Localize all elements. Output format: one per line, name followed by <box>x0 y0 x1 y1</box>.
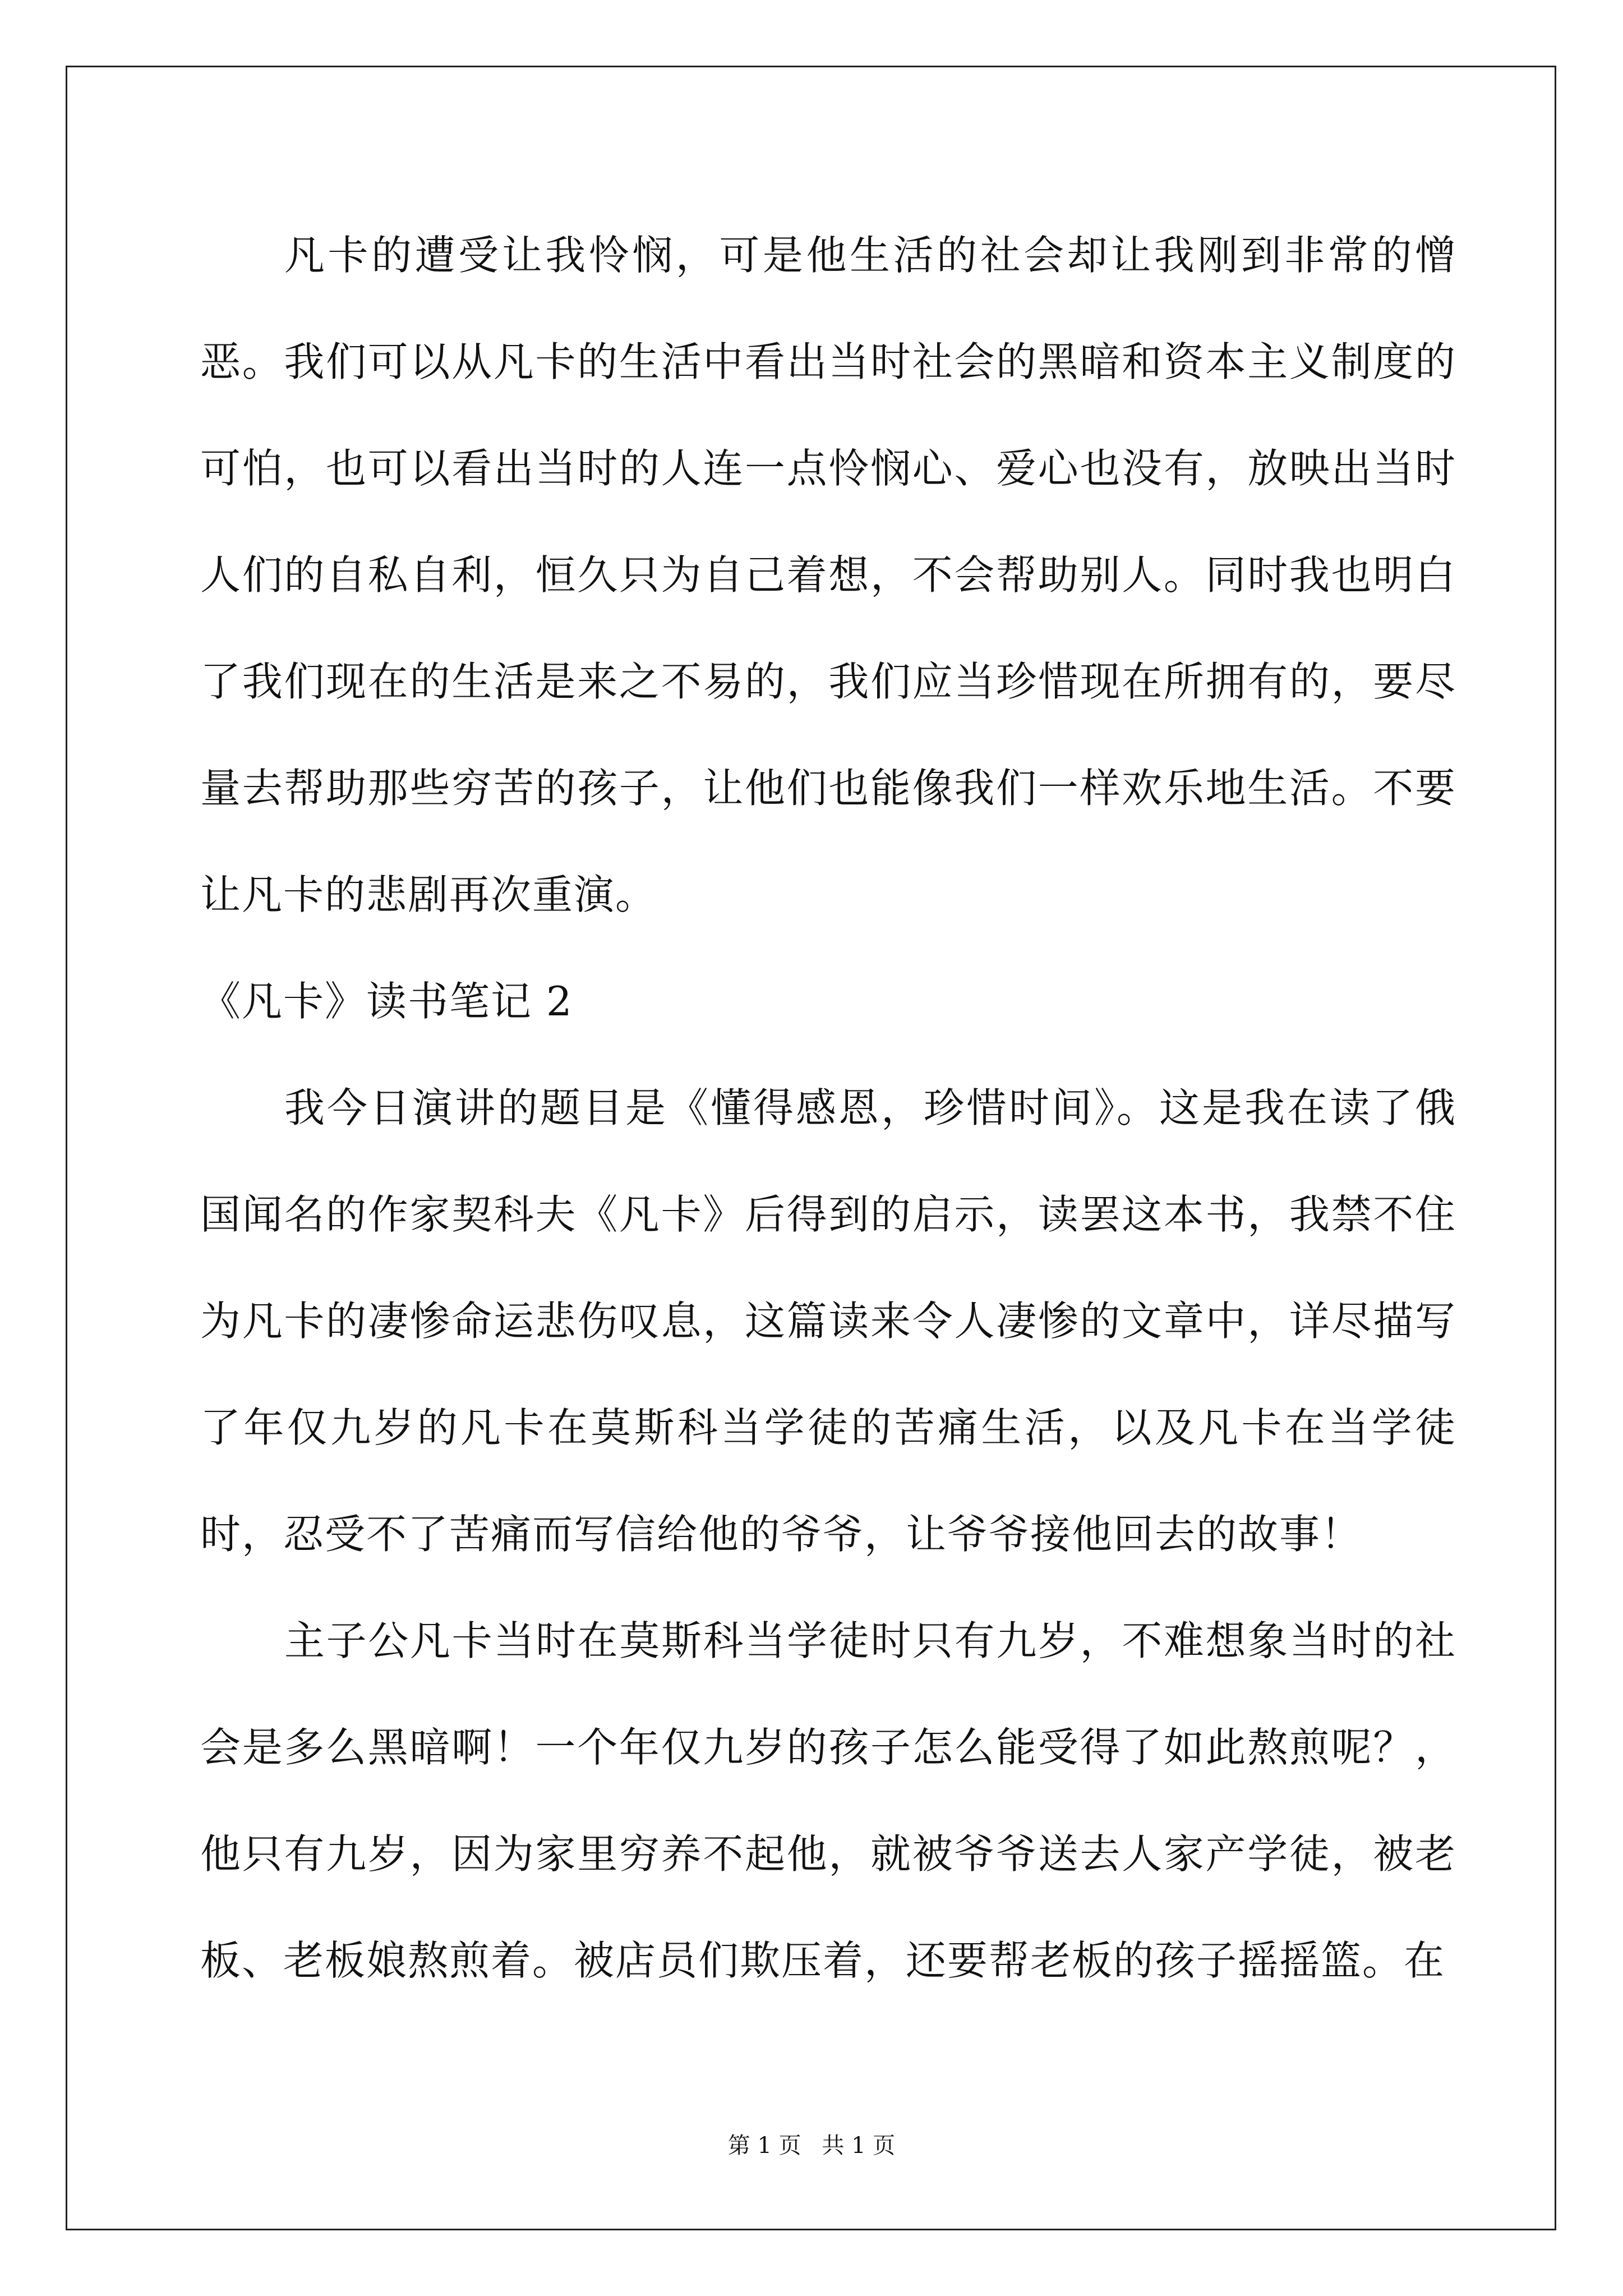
paragraph: 凡卡的遭受让我怜悯，可是他生活的社会却让我刚到非常的憎恶。我们可以从凡卡的生活中看出当时社会的黑暗和资本主义制度的可怕，也可以看出当时的人连一点怜悯心、爱心也没有，放映出当时人们的自私自利，恒久只为自己着想，不会帮助别人。同时我也明白了我们现在的生活是来之不易的，我们应当珍惜现在所拥有的，要尽量去帮助那些穷苦的孩子，让他们也能像我们一样欢乐地生活。不要让凡卡的悲剧再次重演。 <box>200 232 1456 918</box>
page-number: 第 1 页 <box>727 2133 801 2159</box>
page-footer <box>0 2129 1623 2162</box>
page-total: 共 1 页 <box>822 2133 896 2159</box>
section-heading: 《凡卡》读书笔记 2 <box>200 978 573 1025</box>
paragraph: 我今日演讲的题目是《懂得感恩，珍惜时间》。这是我在读了俄国闻名的作家契科夫《凡卡》后得到的启示，读罢这本书，我禁不住为凡卡的凄惨命运悲伤叹息，这篇读来令人凄惨的文章中，详尽描写了年仅九岁的凡卡在莫斯科当学徒的苦痛生活，以及凡卡在当学徒时，忍受不了苦痛而写信给他的爷爷，让爷爷接他回去的故事！ <box>200 1084 1456 1558</box>
document-body <box>200 202 1456 2014</box>
paragraph: 主子公凡卡当时在莫斯科当学徒时只有九岁，不难想象当时的社会是多么黑暗啊！一个年仅九岁的孩子怎么能受得了如此熬煎呢？，他只有九岁，因为家里穷养不起他，就被爷爷送去人家产学徒，被老板、老板娘熬煎着。被店员们欺压着，还要帮老板的孩子摇摇篮。在 <box>200 1617 1456 1984</box>
